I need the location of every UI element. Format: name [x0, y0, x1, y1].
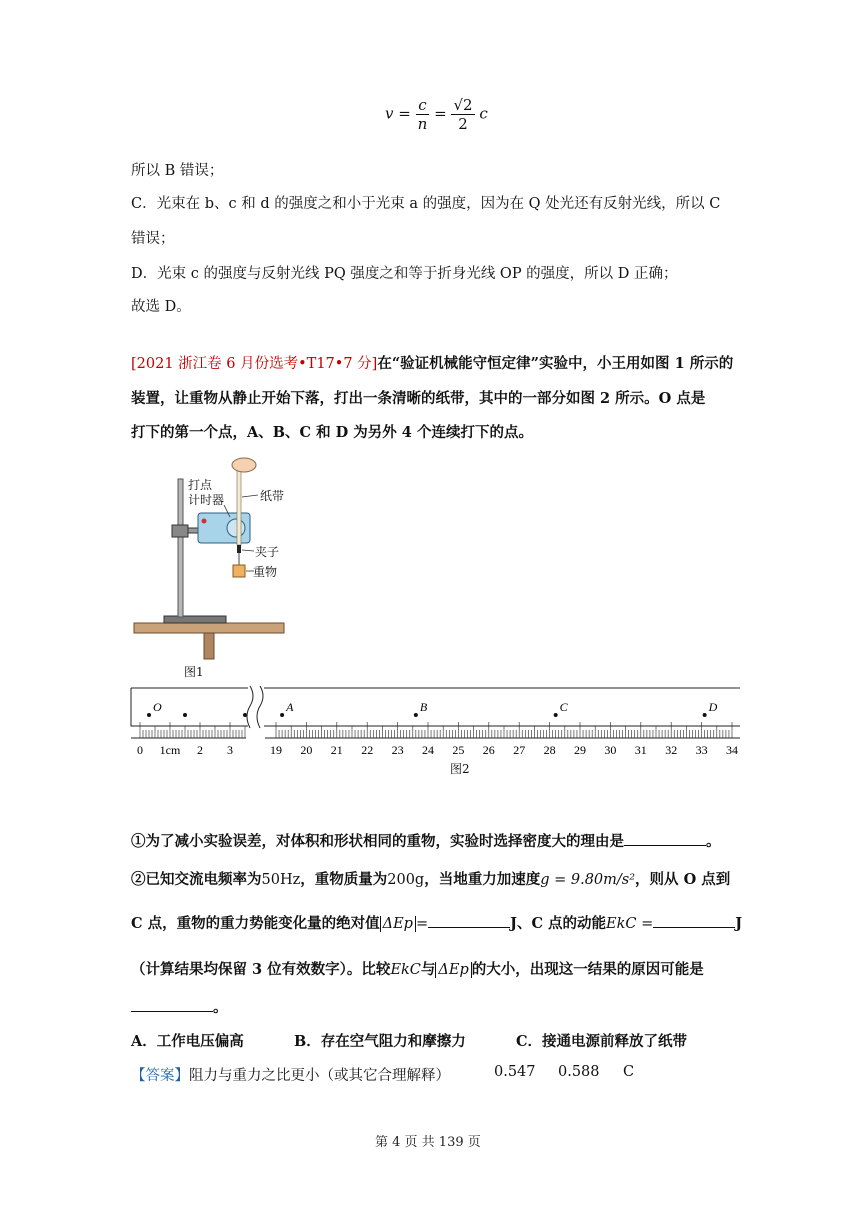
formula-eq-1: =	[398, 104, 411, 123]
ruler-tick-label: 23	[391, 743, 404, 757]
ruler-tick-label: 2	[197, 743, 203, 757]
option-a: A．工作电压偏高	[131, 1033, 244, 1050]
question-source: [2021 浙江卷 6 月份选考•T17•7 分]	[131, 356, 378, 372]
figure-2-caption: 图2	[450, 762, 470, 776]
q3-equals: =	[415, 916, 429, 932]
question-line-1	[131, 352, 733, 373]
tape-dot	[243, 713, 247, 717]
q4-ekc: EkC	[390, 962, 421, 978]
tape-break-left	[247, 686, 253, 728]
q2-text-a: ②已知交流电频率为	[131, 871, 262, 888]
ruler-tick-label: 1cm	[159, 743, 181, 757]
tape-outline	[131, 688, 740, 726]
tape-break-right	[257, 686, 263, 728]
sub-question-1-text: ①为了减小实验误差，对体积和形状相同的重物，实验时选择密度大的理由是	[131, 833, 624, 850]
ruler-tick-label: 33	[695, 743, 708, 757]
figure-1-label-clip: 夹子	[255, 545, 280, 559]
figure-1-label-tape: 纸带	[260, 489, 285, 503]
q2-text-b: ，重物质量为	[300, 871, 388, 888]
ruler-tick-label: 29	[574, 743, 586, 757]
q2-mass: 200g	[387, 872, 425, 888]
tape-dot	[703, 713, 707, 717]
q3-delta-ep: ΔEp	[380, 916, 416, 932]
ruler-tick-label: 21	[330, 743, 343, 757]
solution-line-4: D．光束 c 的强度与反射光线 PQ 强度之和等于折身光线 OP 的强度，所以 D 正确；	[131, 266, 678, 282]
tape-point-label: D	[708, 700, 718, 714]
tape-dot	[183, 713, 187, 717]
sub-question-2-line-1	[131, 868, 730, 889]
tape-dot	[554, 713, 558, 717]
q4-delta-ep: ΔEp	[435, 962, 471, 978]
answer-blank-2[interactable]	[428, 913, 510, 928]
q3-ekc: EkC =	[606, 916, 654, 932]
ruler-tick-label: 28	[543, 743, 556, 757]
sub-question-2-line-4	[131, 996, 228, 1017]
question-intro-1: 在“验证机械能守恒定律”实验中，小王用如图 1 所示的	[377, 355, 734, 372]
q4-text-c: 的大小，出现这一结果的原因可能是	[471, 961, 704, 978]
question-line-2: 装置，让重物从静止开始下落，打出一条清晰的纸带，其中的一部分如图 2 所示。O 点是	[131, 390, 706, 407]
figure-1-label-timer: 打点 计时器	[188, 478, 225, 507]
solution-line-2: C．光束在 b、c 和 d 的强度之和小于光束 a 的强度，因为在 Q 处光还有反射光线，所以 C	[131, 196, 721, 212]
formula-numerator-sqrt2: √2	[453, 96, 473, 114]
solution-line-1: 所以 B 错误；	[131, 163, 224, 179]
velocity-formula	[385, 96, 488, 133]
tape-point-label: A	[286, 700, 294, 714]
page-footer: 第 4 页 共 139 页	[375, 1135, 481, 1150]
formula-frac-sqrt2	[451, 96, 474, 133]
q3-text-a: C 点，重物的重力势能变化量的绝对值	[131, 915, 380, 932]
ruler-tick-label: 3	[227, 743, 233, 757]
ruler-tick-label: 22	[361, 743, 374, 757]
sub-question-1-end: 。	[706, 833, 721, 850]
ruler-tick-label: 25	[452, 743, 465, 757]
answer-blank-3[interactable]	[653, 913, 735, 928]
figure-2-tape-ruler	[128, 684, 743, 764]
answer-value-3: C	[623, 1064, 635, 1080]
ruler-tick-label: 30	[604, 743, 617, 757]
q2-frequency: 50Hz	[261, 872, 301, 888]
q2-gravity: g = 9.80m/s²	[540, 872, 636, 888]
formula-c: c	[479, 104, 488, 123]
ruler-tick-label: 26	[482, 743, 495, 757]
answer-line	[131, 1064, 450, 1085]
q4-text-a: （计算结果均保留 3 位有效数字）。比较	[131, 961, 391, 978]
formula-eq-2: =	[434, 104, 447, 123]
answer-text: 阻力与重力之比更小（或其它合理解释）	[189, 1068, 450, 1084]
tape-dot	[280, 713, 284, 717]
tape-point-label: B	[419, 700, 428, 714]
ruler-tick-label: 34	[726, 743, 738, 757]
option-b: B．存在空气阻力和摩擦力	[294, 1033, 466, 1050]
sub-question-2-line-2	[131, 912, 742, 933]
q2-text-d: ，则从 O 点到	[635, 871, 731, 888]
answer-blank-4[interactable]	[131, 997, 213, 1012]
answer-value-1: 0.547	[494, 1064, 536, 1080]
q3-text-b: J、C 点的动能	[510, 915, 607, 932]
tape-point-label: C	[559, 700, 568, 714]
ruler-tick-label: 27	[513, 743, 526, 757]
formula-denominator-2: 2	[458, 115, 468, 133]
formula-v: v	[385, 104, 394, 123]
ruler-tick-label: 20	[300, 743, 313, 757]
ruler-tick-label: 0	[137, 743, 143, 757]
tape-dot	[414, 713, 418, 717]
question-line-3: 打下的第一个点，A、B、C 和 D 为另外 4 个连续打下的点。	[131, 424, 533, 441]
ruler-tick-label: 24	[422, 743, 434, 757]
q3-text-c: J	[735, 915, 743, 932]
figure-1-label-weight: 重物	[253, 565, 278, 579]
sub-question-2-line-3	[131, 958, 704, 979]
figure-1-caption: 图1	[184, 665, 204, 679]
formula-denominator-n: n	[417, 115, 428, 133]
q2-text-c: ，当地重力加速度	[424, 871, 541, 888]
solution-line-3: 错误；	[131, 231, 175, 247]
solution-line-5: 故选 D。	[131, 299, 191, 315]
ruler-tick-label: 32	[665, 743, 678, 757]
ruler-tick-label: 19	[270, 743, 282, 757]
answer-label: 【答案】	[131, 1068, 189, 1084]
answer-blank-1[interactable]	[624, 831, 706, 846]
tape-dot	[147, 713, 151, 717]
q4-text-b: 与	[420, 961, 436, 978]
option-c: C．接通电源前释放了纸带	[516, 1033, 688, 1050]
answer-value-2: 0.588	[558, 1064, 600, 1080]
ruler-tick-label: 31	[634, 743, 647, 757]
tape-point-label: O	[153, 700, 162, 714]
sub-question-1	[131, 830, 721, 851]
formula-numerator-c: c	[416, 96, 430, 115]
q5-end: 。	[213, 999, 228, 1016]
formula-frac-c-n	[416, 96, 430, 133]
